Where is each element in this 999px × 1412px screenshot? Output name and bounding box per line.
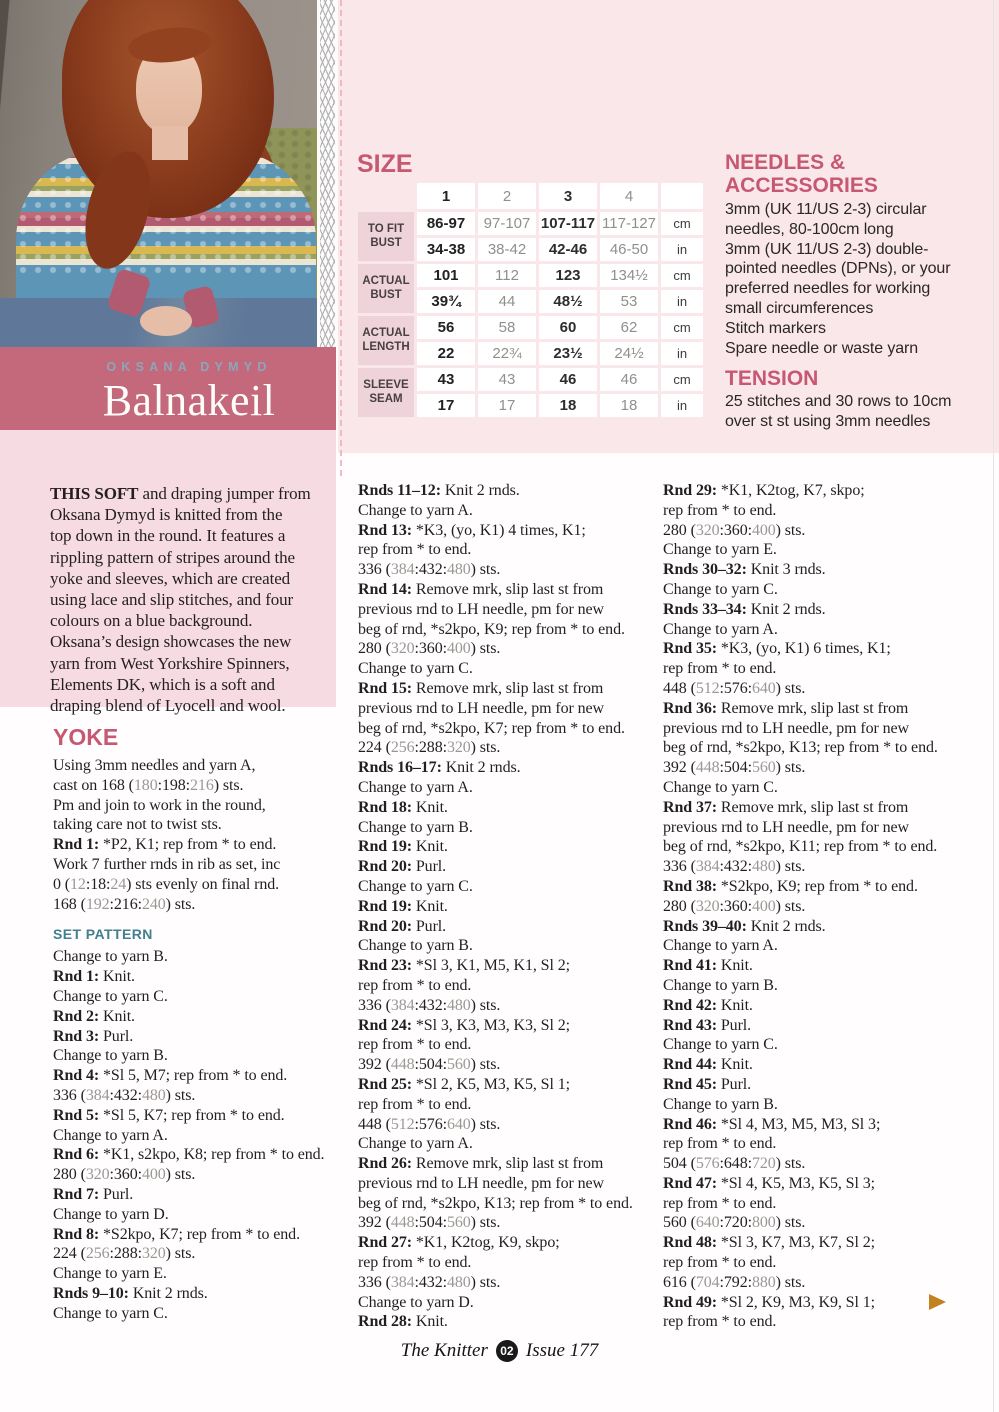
instruction-line: Rnd 1: Knit. xyxy=(53,968,135,986)
size-table-cell: 46-50 xyxy=(600,238,658,261)
instruction-line: Pm and join to work in the round, xyxy=(53,796,266,814)
subsection-heading: SET PATTERN xyxy=(53,926,153,943)
size-table-cell xyxy=(661,183,703,209)
text-line: yarn from West Yorkshire Spinners, xyxy=(50,653,290,673)
size-table-cell: 24½ xyxy=(600,342,658,365)
instruction-line: Change to yarn A. xyxy=(663,937,778,955)
title-band xyxy=(0,347,336,430)
size-table-cell: 17 xyxy=(417,394,475,417)
instruction-line: Using 3mm needles and yarn A, xyxy=(53,757,256,774)
size-table-cell: 53 xyxy=(600,290,658,313)
instruction-line: Rnd 18: Knit. xyxy=(358,798,448,816)
text-line: 25 stitches and 30 rows to 10cm xyxy=(725,393,952,410)
size-table-cell: 117-127 xyxy=(600,212,658,235)
size-table-cell: in xyxy=(661,238,703,261)
size-table-cell: 2 xyxy=(478,183,536,209)
instruction-line: Rnds 33–34: Knit 2 rnds. xyxy=(663,600,826,618)
text-line: needles, 80-100cm long xyxy=(725,220,894,238)
size-table-cell: cm xyxy=(661,212,703,235)
text-line: preferred needles for working xyxy=(725,280,931,298)
instruction-line: Rnd 8: *S2kpo, K7; rep from * to end. xyxy=(53,1225,300,1243)
tension-heading: TENSION xyxy=(725,367,819,390)
instruction-line: rep from * to end. xyxy=(663,1194,777,1212)
instruction-line: 560 (640:720:800) sts. xyxy=(663,1214,806,1232)
instruction-line: rep from * to end. xyxy=(358,541,472,559)
text-line: Oksana’s design showcases the new xyxy=(50,632,292,652)
size-table-cell: 97-107 xyxy=(478,212,536,235)
size-table-cell: 101 xyxy=(417,264,475,287)
instruction-line: 448 (512:576:640) sts. xyxy=(663,679,806,697)
pattern-photo xyxy=(0,0,325,347)
size-table-cell: 48½ xyxy=(539,290,597,313)
instruction-line: Rnd 3: Purl. xyxy=(53,1027,134,1045)
size-table-cell xyxy=(358,183,414,209)
size-table-cell: 112 xyxy=(478,264,536,287)
instruction-line: Rnd 38: *S2kpo, K9; rep from * to end. xyxy=(663,877,918,895)
instruction-line: Rnd 49: *Sl 2, K9, M3, K9, Sl 1; xyxy=(663,1293,875,1311)
instruction-line: Rnd 19: Knit. xyxy=(358,897,448,915)
instruction-line: Change to yarn C. xyxy=(53,987,168,1005)
text-line: yoke and sleeves, which are created xyxy=(50,568,291,588)
instruction-line: 280 (320:360:400) sts. xyxy=(663,897,806,915)
size-table-cell: 39¾ xyxy=(417,290,475,313)
instruction-line: rep from * to end. xyxy=(663,1254,777,1272)
instruction-line: Change to yarn A. xyxy=(358,778,473,796)
instruction-line: Change to yarn C. xyxy=(53,1304,168,1322)
continuation-arrow-icon xyxy=(929,1294,946,1310)
instruction-line: Rnd 45: Purl. xyxy=(663,1075,752,1093)
instruction-line: Rnd 46: *Sl 4, M3, M5, M3, Sl 3; xyxy=(663,1115,881,1133)
instruction-line: previous rnd to LH needle, pm for new xyxy=(663,818,910,836)
instruction-line: 224 (256:288:320) sts. xyxy=(53,1245,196,1263)
section-heading: YOKE xyxy=(53,724,119,750)
size-table-cell: 60 xyxy=(539,316,597,339)
instruction-line: rep from * to end. xyxy=(663,501,777,519)
instruction-line: beg of rnd, *s2kpo, K13; rep from * to end. xyxy=(663,739,938,757)
instruction-line: previous rnd to LH needle, pm for new xyxy=(358,600,605,618)
model-neck xyxy=(152,126,188,160)
size-table-cell: 18 xyxy=(600,394,658,417)
instruction-line: 168 (192:216:240) sts. xyxy=(53,895,196,913)
instruction-line: Work 7 further rnds in rib as set, inc xyxy=(53,855,281,873)
issue-number: Issue 177 xyxy=(525,1340,599,1361)
instruction-line: beg of rnd, *s2kpo, K9; rep from * to end. xyxy=(358,620,625,638)
size-heading: SIZE xyxy=(357,150,413,178)
instruction-line: beg of rnd, *s2kpo, K11; rep from * to end. xyxy=(663,838,938,856)
size-table-cell: 56 xyxy=(417,316,475,339)
size-table-cell: 42-46 xyxy=(539,238,597,261)
page-number-badge: 02 xyxy=(496,1340,518,1362)
size-table-cell: 22¾ xyxy=(478,342,536,365)
intro-paragraph xyxy=(50,483,338,716)
instruction-line: beg of rnd, *s2kpo, K7; rep from * to end. xyxy=(358,719,625,737)
instruction-line: Rnds 11–12: Knit 2 rnds. xyxy=(358,482,520,499)
instruction-line: Rnd 6: *K1, s2kpo, K8; rep from * to end. xyxy=(53,1146,325,1164)
needles-heading: NEEDLES & ACCESSORIES xyxy=(725,151,878,197)
text-line: rippling pattern of stripes around the xyxy=(50,547,295,567)
instruction-line: Rnd 20: Purl. xyxy=(358,917,447,935)
instruction-line: 0 (12:18:24) sts evenly on final rnd. xyxy=(53,875,280,893)
instruction-line: Rnd 23: *Sl 3, K1, M5, K1, Sl 2; xyxy=(358,957,570,975)
instruction-line: Change to yarn E. xyxy=(53,1265,167,1283)
size-table-cell: cm xyxy=(661,316,703,339)
size-table-cell: in xyxy=(661,394,703,417)
instruction-line: Change to yarn B. xyxy=(53,1047,168,1065)
instruction-line: Change to yarn B. xyxy=(663,976,778,994)
instruction-line: Rnd 2: Knit. xyxy=(53,1007,135,1025)
size-table-cell: 18 xyxy=(539,394,597,417)
size-table-cell: 44 xyxy=(478,290,536,313)
instruction-line: 392 (448:504:560) sts. xyxy=(663,759,806,777)
instruction-line: Rnd 20: Purl. xyxy=(358,858,447,876)
instruction-line: Change to yarn D. xyxy=(53,1205,169,1223)
instruction-line: Rnd 1: *P2, K1; rep from * to end. xyxy=(53,836,277,854)
size-table-row-label: TO FIT BUST xyxy=(358,212,414,261)
instruction-line: Rnd 26: Remove mrk, slip last st from xyxy=(358,1155,604,1173)
instruction-line: Change to yarn D. xyxy=(358,1293,474,1311)
size-table-cell: 17 xyxy=(478,394,536,417)
text-line: Stitch markers xyxy=(725,319,826,337)
page-footer xyxy=(0,1340,999,1362)
size-table-cell: 43 xyxy=(417,368,475,391)
instruction-line: Rnd 43: Purl. xyxy=(663,1016,752,1034)
instruction-line: 280 (320:360:400) sts. xyxy=(53,1166,196,1184)
size-table-cell: 4 xyxy=(600,183,658,209)
text-line: small circumferences xyxy=(725,299,874,317)
instruction-line: Change to yarn B. xyxy=(358,818,473,836)
text-line: top down in the round. It features a xyxy=(50,526,286,546)
size-table-cell: 46 xyxy=(539,368,597,391)
designer-name: OKSANA DYMYD xyxy=(106,360,272,374)
instruction-line: Rnd 36: Remove mrk, slip last st from xyxy=(663,699,909,717)
size-table-cell: 38-42 xyxy=(478,238,536,261)
text-line: THIS SOFT and draping jumper from xyxy=(50,484,311,503)
magazine-name: The Knitter xyxy=(400,1340,488,1361)
instruction-line: rep from * to end. xyxy=(358,1095,472,1113)
instruction-line: cast on 168 (180:198:216) sts. xyxy=(53,776,244,794)
instruction-line: 336 (384:432:480) sts. xyxy=(358,561,501,579)
size-table-cell: cm xyxy=(661,368,703,391)
instruction-line: Rnd 47: *Sl 4, K5, M3, K5, Sl 3; xyxy=(663,1174,875,1192)
instruction-line: Change to yarn E. xyxy=(663,541,777,559)
instruction-line: Rnd 25: *Sl 2, K5, M3, K5, Sl 1; xyxy=(358,1075,570,1093)
pattern-title: Balnakeil xyxy=(102,376,276,425)
instruction-line: Rnds 9–10: Knit 2 rnds. xyxy=(53,1284,208,1302)
instruction-line: 392 (448:504:560) sts. xyxy=(358,1214,501,1232)
instructions-column-1 xyxy=(53,722,358,1324)
instruction-line: rep from * to end. xyxy=(358,976,472,994)
size-table-row-label: ACTUAL BUST xyxy=(358,264,414,313)
text-line: Spare needle or waste yarn xyxy=(725,339,919,357)
instruction-line: Rnd 42: Knit. xyxy=(663,996,753,1014)
instruction-line: Rnd 15: Remove mrk, slip last st from xyxy=(358,679,604,697)
size-table-cell: 34-38 xyxy=(417,238,475,261)
text-line: using lace and slip stitches, and four xyxy=(50,590,294,610)
instruction-line: previous rnd to LH needle, pm for new xyxy=(358,699,605,717)
size-table xyxy=(358,183,703,417)
text-line: Oksana Dymyd is knitted from the xyxy=(50,505,283,525)
instruction-line: rep from * to end. xyxy=(358,1036,472,1054)
instruction-line: Rnd 35: *K3, (yo, K1) 6 times, K1; xyxy=(663,640,891,658)
instruction-line: Change to yarn A. xyxy=(358,1135,473,1153)
instruction-line: Rnd 48: *Sl 3, K7, M3, K7, Sl 2; xyxy=(663,1234,875,1252)
size-table-cell: 22 xyxy=(417,342,475,365)
instruction-line: previous rnd to LH needle, pm for new xyxy=(358,1174,605,1192)
instruction-line: Change to yarn C. xyxy=(663,580,778,598)
instruction-line: taking care not to twist sts. xyxy=(53,816,222,834)
instruction-line: Rnd 5: *Sl 5, K7; rep from * to end. xyxy=(53,1106,285,1124)
instruction-line: Rnd 41: Knit. xyxy=(663,957,753,975)
instruction-line: Rnds 30–32: Knit 3 rnds. xyxy=(663,561,826,579)
size-table-row-label: ACTUAL LENGTH xyxy=(358,316,414,365)
instruction-line: Rnd 24: *Sl 3, K3, M3, K3, Sl 2; xyxy=(358,1016,570,1034)
size-table-cell: 107-117 xyxy=(539,212,597,235)
instruction-line: rep from * to end. xyxy=(663,1313,777,1331)
text-line: Elements DK, which is a soft and xyxy=(50,674,275,694)
instruction-line: Rnds 16–17: Knit 2 rnds. xyxy=(358,759,521,777)
instruction-line: Change to yarn C. xyxy=(358,877,473,895)
instruction-line: Change to yarn B. xyxy=(663,1095,778,1113)
instruction-line: 448 (512:576:640) sts. xyxy=(358,1115,501,1133)
page-edge xyxy=(993,0,994,1412)
size-table-cell: 1 xyxy=(417,183,475,209)
size-table-cell: in xyxy=(661,342,703,365)
instruction-line: 504 (576:648:720) sts. xyxy=(663,1155,806,1173)
instruction-line: 336 (384:432:480) sts. xyxy=(358,996,501,1014)
instruction-line: 616 (704:792:880) sts. xyxy=(663,1273,806,1291)
instruction-line: Change to yarn A. xyxy=(53,1126,168,1144)
instruction-line: Change to yarn C. xyxy=(663,778,778,796)
size-table-cell: 134½ xyxy=(600,264,658,287)
instruction-line: Change to yarn C. xyxy=(663,1036,778,1054)
text-line: over st st using 3mm needles xyxy=(725,412,931,430)
instruction-line: Rnd 19: Knit. xyxy=(358,838,448,856)
instruction-line: Change to yarn A. xyxy=(358,501,473,519)
text-line: 3mm (UK 11/US 2-3) double- xyxy=(725,240,929,258)
instruction-line: Change to yarn C. xyxy=(358,660,473,678)
instruction-line: Rnd 28: Knit. xyxy=(358,1313,448,1331)
size-table-cell: 46 xyxy=(600,368,658,391)
size-table-cell: 3 xyxy=(539,183,597,209)
instruction-line: Rnd 7: Purl. xyxy=(53,1185,134,1203)
instruction-line: Change to yarn A. xyxy=(663,620,778,638)
size-table-cell: in xyxy=(661,290,703,313)
instruction-line: rep from * to end. xyxy=(663,1135,777,1153)
text-line: 3mm (UK 11/US 2-3) circular xyxy=(725,201,927,218)
dashed-divider-line xyxy=(340,0,342,476)
tension-text xyxy=(725,392,995,432)
instructions-column-2 xyxy=(358,481,663,1332)
instruction-line: rep from * to end. xyxy=(663,660,777,678)
instruction-line: Rnd 4: *Sl 5, M7; rep from * to end. xyxy=(53,1067,288,1085)
instruction-line: Change to yarn B. xyxy=(53,948,168,966)
text-line: colours on a blue background. xyxy=(50,611,253,631)
size-table-cell: 62 xyxy=(600,316,658,339)
text-line: pointed needles (DPNs), or your xyxy=(725,260,951,278)
instruction-line: Rnd 29: *K1, K2tog, K7, skpo; xyxy=(663,482,865,499)
instruction-line: Rnd 27: *K1, K2tog, K9, skpo; xyxy=(358,1234,560,1252)
text-line: draping blend of Lyocell and wool. xyxy=(50,696,286,716)
instruction-line: 336 (384:432:480) sts. xyxy=(53,1086,196,1104)
instruction-line: 280 (320:360:400) sts. xyxy=(358,640,501,658)
instruction-line: Rnd 14: Remove mrk, slip last st from xyxy=(358,580,604,598)
size-table-cell: 23½ xyxy=(539,342,597,365)
size-table-cell: 123 xyxy=(539,264,597,287)
instructions-column-3 xyxy=(663,481,968,1332)
instruction-line: 336 (384:432:480) sts. xyxy=(358,1273,501,1291)
instruction-line: 392 (448:504:560) sts. xyxy=(358,1056,501,1074)
instruction-line: 224 (256:288:320) sts. xyxy=(358,739,501,757)
instruction-line: previous rnd to LH needle, pm for new xyxy=(663,719,910,737)
instruction-line: rep from * to end. xyxy=(358,1254,472,1272)
instruction-line: Rnd 44: Knit. xyxy=(663,1056,753,1074)
instruction-line: Rnds 39–40: Knit 2 rnds. xyxy=(663,917,826,935)
instruction-line: 280 (320:360:400) sts. xyxy=(663,521,806,539)
needles-list xyxy=(725,200,995,358)
instruction-line: Change to yarn B. xyxy=(358,937,473,955)
instruction-line: Rnd 13: *K3, (yo, K1) 4 times, K1; xyxy=(358,521,586,539)
size-table-cell: 43 xyxy=(478,368,536,391)
instruction-line: Rnd 37: Remove mrk, slip last st from xyxy=(663,798,909,816)
size-table-cell: 86-97 xyxy=(417,212,475,235)
model-hand xyxy=(140,306,192,336)
instruction-line: 336 (384:432:480) sts. xyxy=(663,858,806,876)
size-table-row-label: SLEEVE SEAM xyxy=(358,368,414,417)
size-table-cell: 58 xyxy=(478,316,536,339)
instruction-line: beg of rnd, *s2kpo, K13; rep from * to end. xyxy=(358,1194,633,1212)
size-table-cell: cm xyxy=(661,264,703,287)
